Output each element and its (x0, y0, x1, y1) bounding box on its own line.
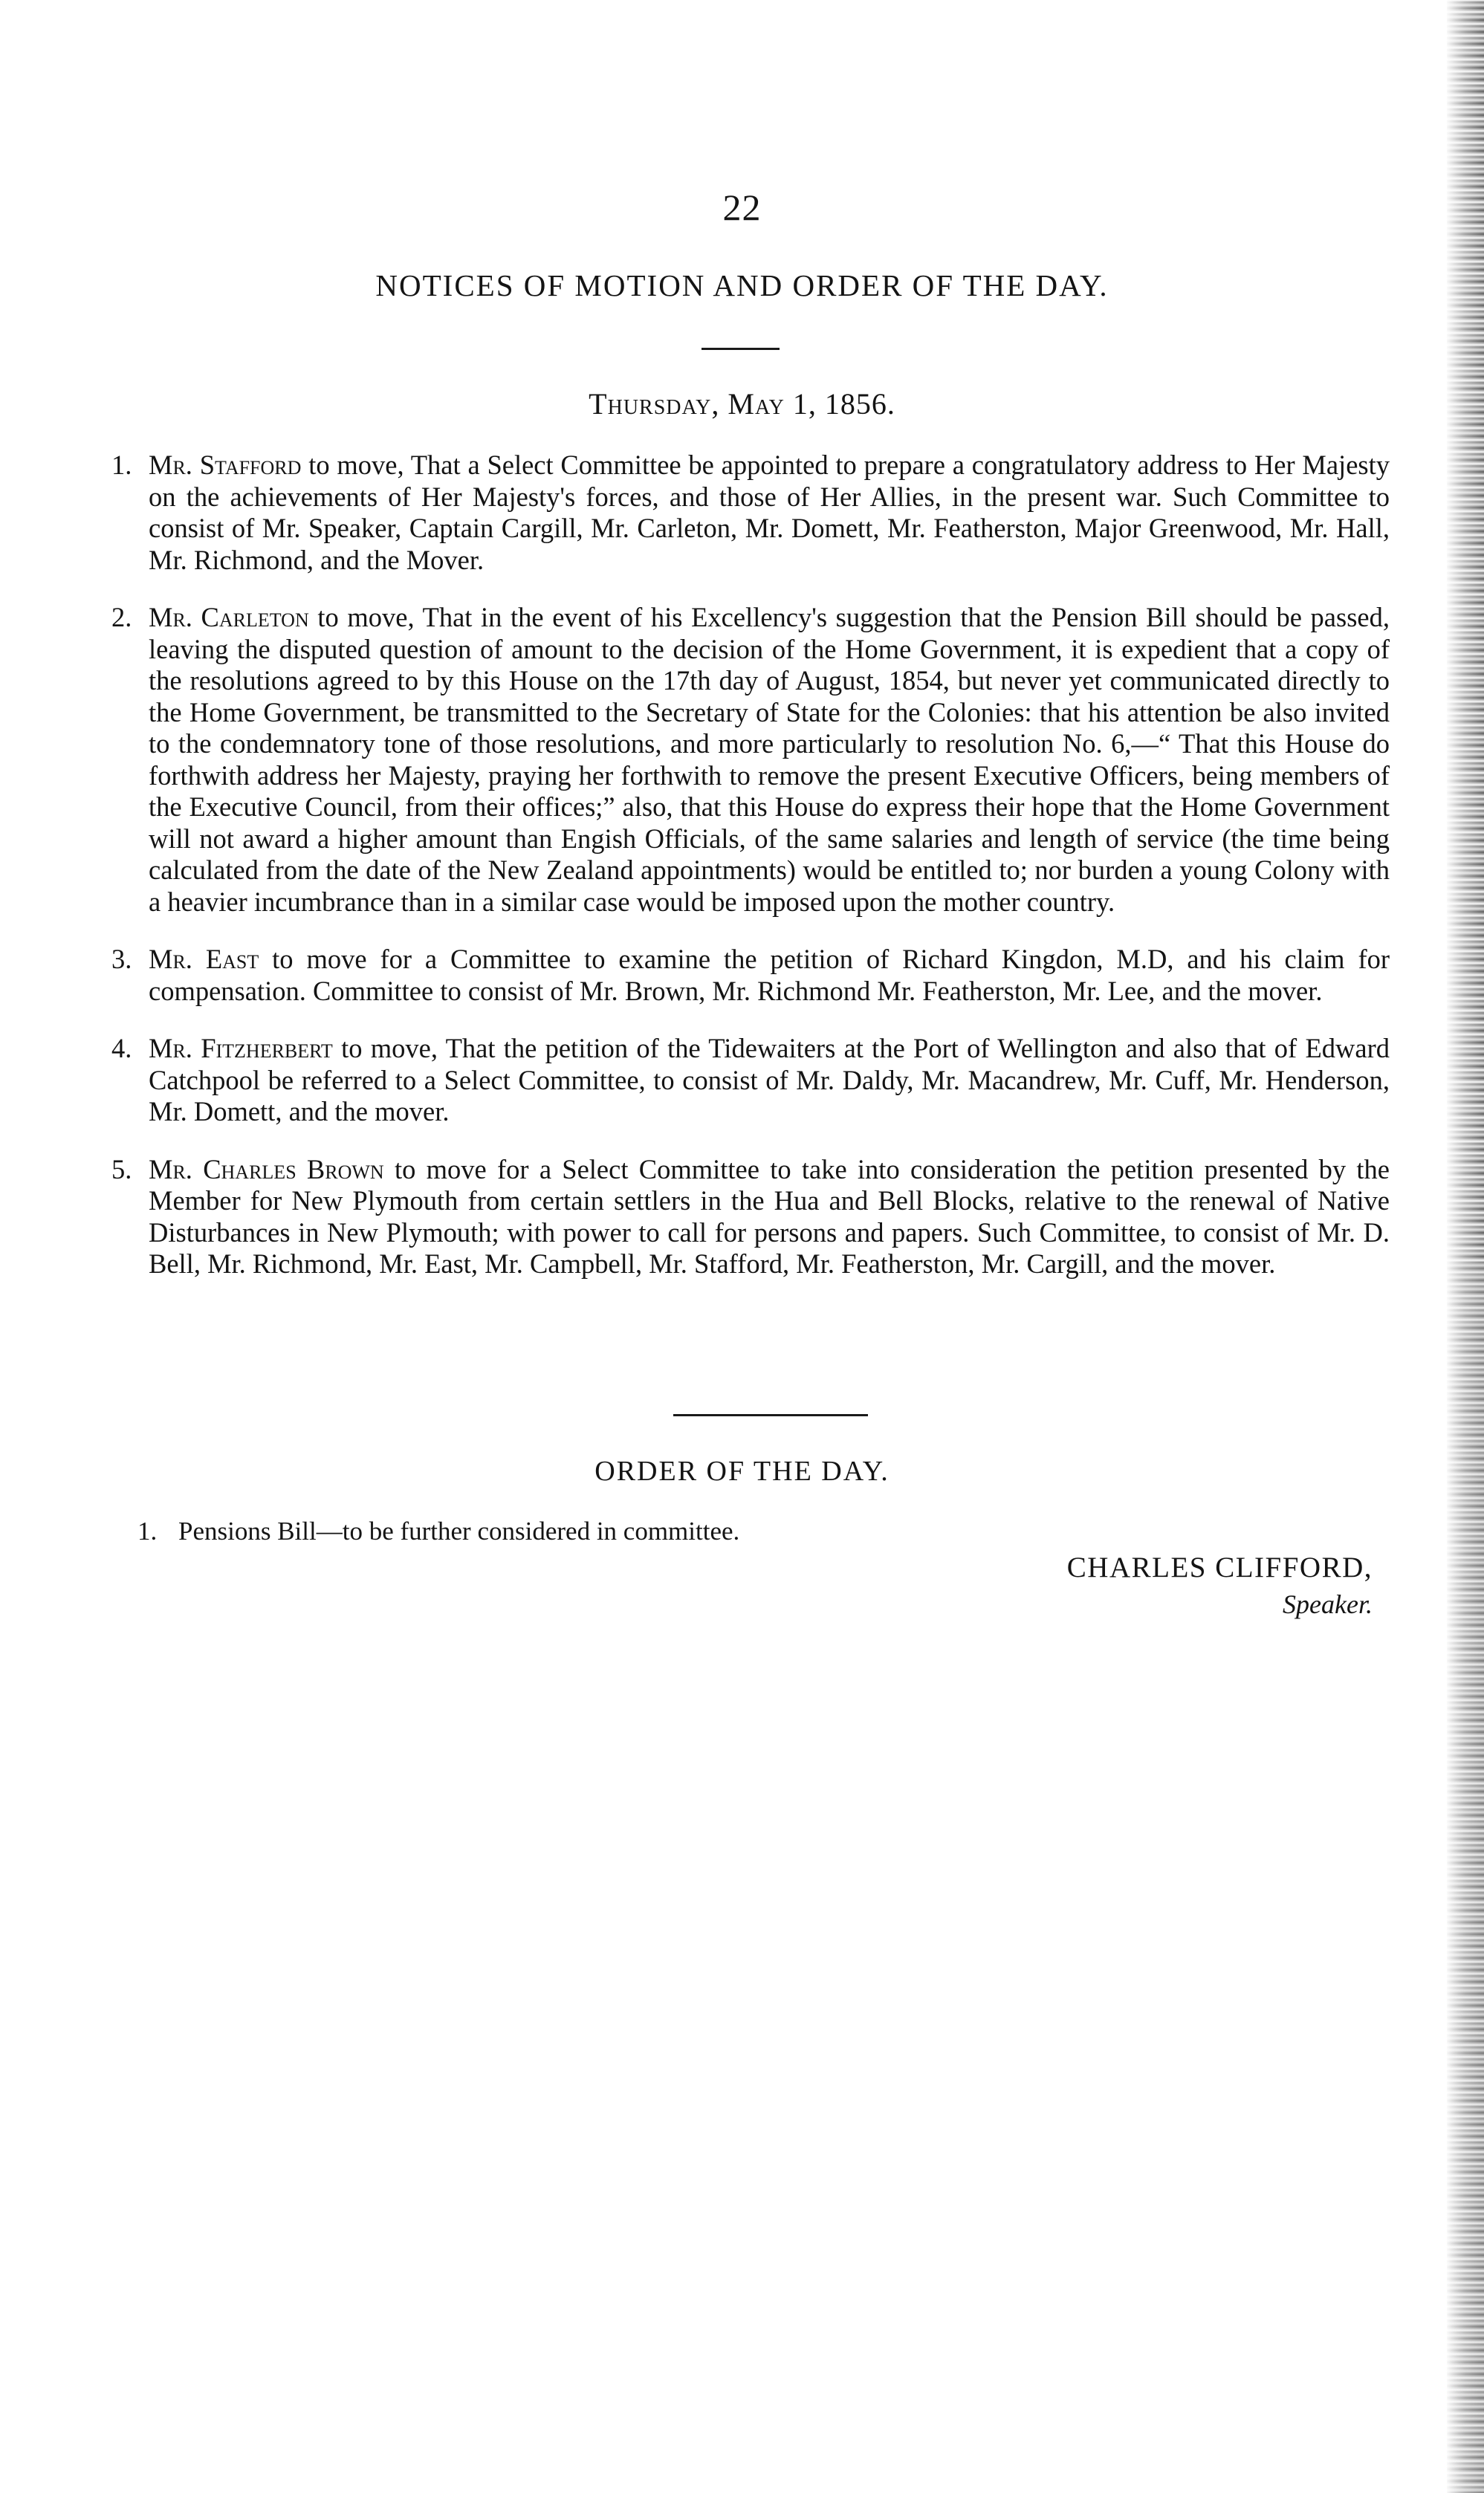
page-number: 22 (722, 187, 762, 228)
motion-mover: Mr. Carleton (149, 602, 309, 632)
motion-item (111, 1033, 1390, 1128)
motions-list (111, 450, 1390, 1306)
motion-mover: Mr. East (149, 944, 259, 974)
motion-number: 1. (111, 450, 132, 480)
binding-edge-shadow (1447, 1263, 1484, 2493)
motion-item (111, 450, 1390, 576)
order-number: 1. (137, 1517, 158, 1546)
motion-number: 2. (111, 602, 132, 632)
motion-text: to move, That the petition of the Tidewaiters at the Port of Wellington and also that of Edward Catchpool be referred to a Select Committee, to consist of Mr. Daldy, Mr. Macandrew, Mr. Cuff, Mr. Henderson, Mr. Domett, and the mover. (149, 1033, 1390, 1126)
motion-text: to move, That a Select Committee be appointed to prepare a congratulatory address to Her Majesty on the achievements of Her Majesty's forces, and those of Her Allies, in the present war. Such Committee to consist of Mr. Speaker, Captain Cargill, Mr. Carleton, Mr. Domett, Mr. Featherston, Major Greenwood, Mr. Hall, Mr. Richmond, and the Mover. (149, 450, 1390, 575)
motion-item (111, 1154, 1390, 1280)
signature-block (1067, 1549, 1373, 1622)
title-divider (702, 348, 780, 350)
motion-number: 5. (111, 1153, 132, 1184)
date-heading: Thursday, May 1, 1856. (589, 387, 895, 421)
motion-item (111, 944, 1390, 1007)
motion-mover: Mr. Charles Brown (149, 1153, 384, 1184)
order-of-the-day-list (137, 1516, 1178, 1547)
section-divider (673, 1414, 868, 1416)
order-item (137, 1516, 1178, 1547)
motion-text: to move, That in the event of his Excellency's suggestion that the Pension Bill should be passed, leaving the disputed question of amount to the decision of the Home Government, it is expedient that a copy of the resolutions agreed to by this House on the 17th day of August, 1854, but never yet communicated directly to the Home Government, be transmitted to the Secretary of State for the Colonies: that his attention be also invited to the condemnatory tone of those resolutions, and more particularly to resolution No. 6,—“ That this House do forthwith address her Majesty, praying her forthwith to remove the present Executive Officers, being members of the Executive Council, from their offices;” also, that this House do express their hope that the Home Government will not award a higher amount than Engish Officials, of the same salaries and length of service (the time being calculated from the date of the New Zealand appointments) would be entitled to; nor burden a young Colony with a heavier incumbrance than in a similar case would be imposed upon the mother country. (149, 602, 1390, 917)
order-text: Pensions Bill—to be further considered in committee. (178, 1517, 740, 1546)
motion-text: to move for a Select Committee to take into consideration the petition presented by the Member for New Plymouth from certain settlers in the Hua and Bell Blocks, relative to the renewal of Native Disturbances in New Plymouth; with power to call for persons and papers. Such Committee, to consist of Mr. D. Bell, Mr. Richmond, Mr. East, Mr. Campbell, Mr. Stafford, Mr. Featherston, Mr. Cargill, and the mover. (149, 1153, 1390, 1279)
order-of-the-day-heading: ORDER OF THE DAY. (594, 1456, 890, 1487)
motion-item (111, 602, 1390, 918)
motion-text: to move for a Committee to examine the petition of Richard Kingdon, M.D, and his claim for compensation. Committee to consist of Mr. Brown, Mr. Richmond Mr. Featherston, Mr. Lee, and the mover. (149, 944, 1390, 1006)
motion-mover: Mr. Fitzherbert (149, 1033, 333, 1063)
motion-mover: Mr. Stafford (149, 450, 302, 480)
signatory-title: Speaker. (1283, 1589, 1373, 1619)
motion-number: 4. (111, 1033, 132, 1063)
page-title: NOTICES OF MOTION AND ORDER OF THE DAY. (375, 268, 1109, 302)
signatory-name: CHARLES CLIFFORD, (1066, 1552, 1373, 1583)
motion-number: 3. (111, 944, 132, 974)
